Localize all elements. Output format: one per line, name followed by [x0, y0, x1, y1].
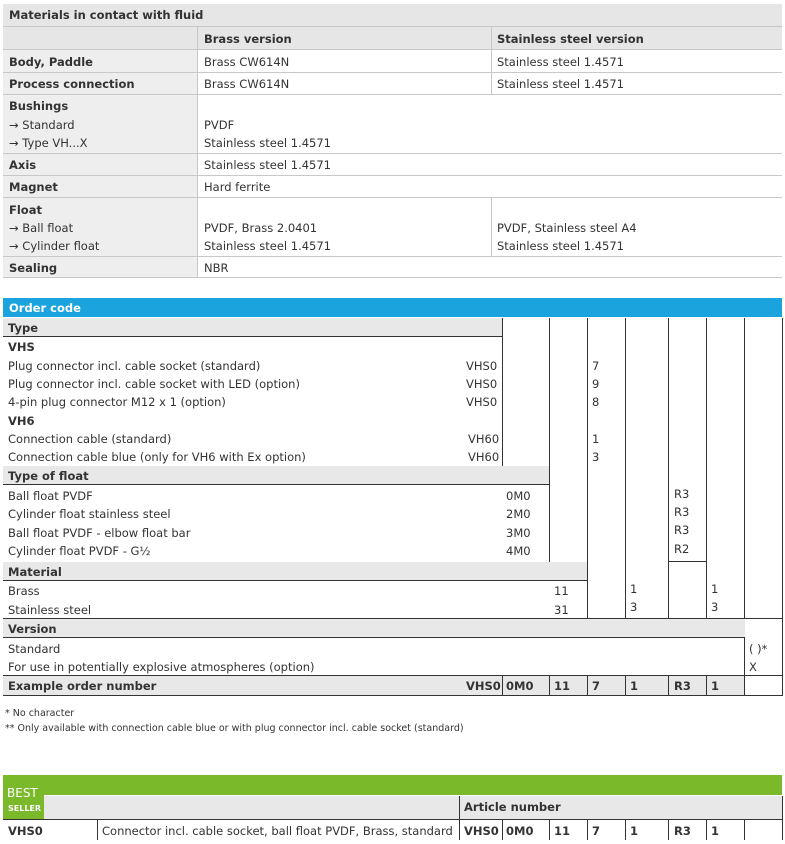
bestseller-code: 11 [554, 824, 571, 838]
bestseller-bar [3, 775, 782, 795]
material-item-code: 31 [554, 603, 569, 617]
row-bushings-sub-2: → Type VH...X [9, 136, 88, 150]
header-steel: Stainless steel version [497, 32, 644, 46]
materials-title: Materials in contact with fluid [9, 8, 204, 22]
material-item-code: 11 [554, 584, 569, 598]
article-number-label: Article number [464, 800, 561, 814]
vhs-item-digit: 8 [592, 395, 600, 409]
row-bushings-brass-1: PVDF [204, 118, 235, 132]
float-item-text: Ball float PVDF [8, 489, 93, 503]
vhs-item-digit: 9 [592, 377, 600, 391]
vhs-item-text: Plug connector incl. cable socket with LED (option) [8, 377, 300, 391]
float-item-code: 0M0 [506, 489, 531, 503]
footnote: * No character [5, 708, 75, 719]
row-body-label: Body, Paddle [9, 55, 93, 69]
row-float-steel-2: Stainless steel 1.4571 [497, 239, 624, 253]
material-item-a: 1 [630, 582, 638, 596]
example-label: Example order number [8, 679, 157, 693]
vh6-item-text: Connection cable (standard) [8, 432, 172, 446]
bestseller-code: 7 [592, 824, 601, 838]
bestseller-type: VHS0 [8, 824, 43, 838]
material-item-a: 3 [630, 600, 638, 614]
float-item-text: Cylinder float PVDF - G½ [8, 544, 151, 558]
float-item-r: R3 [674, 523, 690, 537]
type-heading: Type [8, 321, 39, 335]
bestseller-code: R3 [674, 824, 691, 838]
float-item-code: 4M0 [506, 544, 531, 558]
row-bushings-brass-2: Stainless steel 1.4571 [204, 136, 331, 150]
example-code: VHS0 [466, 679, 501, 693]
footnote: ** Only available with connection cable blue or with plug connector incl. cable socket (standard) [5, 723, 464, 734]
vhs-item-text: Plug connector incl. cable socket (standard) [8, 359, 261, 373]
vh6-item-digit: 1 [592, 432, 600, 446]
row-float-sub-2: → Cylinder float [9, 239, 100, 253]
vhs-item-code: VHS0 [466, 395, 498, 409]
row-process-label: Process connection [9, 77, 135, 91]
material-item-b: 3 [711, 600, 719, 614]
row-body-steel: Stainless steel 1.4571 [497, 55, 624, 69]
bestseller-code: 0M0 [506, 824, 534, 838]
header-brass: Brass version [204, 32, 292, 46]
material-heading: Material [8, 565, 62, 579]
row-float-steel-1: PVDF, Stainless steel A4 [497, 221, 637, 235]
vhs-item-code: VHS0 [466, 359, 498, 373]
row-axis-label: Axis [9, 158, 37, 172]
order-code-title: Order code [9, 301, 81, 315]
row-sealing-brass: NBR [204, 261, 229, 275]
float-item-text: Ball float PVDF - elbow float bar [8, 526, 191, 540]
version-item-text: Standard [8, 642, 61, 656]
vh6-item-text: Connection cable blue (only for VH6 with Ex option) [8, 450, 306, 464]
row-bushings-label: Bushings [9, 99, 69, 113]
row-sealing-label: Sealing [9, 261, 58, 275]
float-item-code: 2M0 [506, 507, 531, 521]
row-float-sub-1: → Ball float [9, 221, 74, 235]
row-float-brass-1: PVDF, Brass 2.0401 [204, 221, 318, 235]
row-magnet-label: Magnet [9, 180, 58, 194]
vhs-heading: VHS [8, 340, 35, 354]
vhs-item-digit: 7 [592, 359, 600, 373]
example-code: 0M0 [506, 679, 534, 693]
float-heading: Type of float [8, 469, 89, 483]
vh6-item-code: VH60 [468, 450, 500, 464]
bestseller-desc: Connector incl. cable socket, ball float PVDF, Brass, standard [102, 824, 453, 838]
float-item-r: R3 [674, 487, 690, 501]
example-code: 1 [711, 679, 720, 693]
row-bushings-sub-1: → Standard [9, 118, 75, 132]
version-item-code: ( )* [749, 642, 768, 656]
bestseller-code: VHS0 [464, 824, 499, 838]
row-float-label: Float [9, 203, 42, 217]
vhs-item-code: VHS0 [466, 377, 498, 391]
version-heading: Version [8, 622, 57, 636]
float-item-code: 3M0 [506, 526, 531, 540]
vhs-item-text: 4-pin plug connector M12 x 1 (option) [8, 395, 226, 409]
row-magnet-brass: Hard ferrite [204, 180, 271, 194]
bestseller-code: 1 [711, 824, 720, 838]
float-item-text: Cylinder float stainless steel [8, 507, 171, 521]
example-code: 7 [592, 679, 601, 693]
materials-header-row [3, 27, 782, 50]
row-axis-brass: Stainless steel 1.4571 [204, 158, 331, 172]
vh6-item-digit: 3 [592, 450, 600, 464]
version-item-text: For use in potentially explosive atmospheres (option) [8, 660, 315, 674]
example-code: 11 [554, 679, 571, 693]
row-float-brass-2: Stainless steel 1.4571 [204, 239, 331, 253]
row-process-brass: Brass CW614N [204, 77, 290, 91]
vh6-heading: VH6 [8, 414, 35, 428]
material-item-text: Brass [8, 584, 40, 598]
example-code: 1 [630, 679, 639, 693]
row-body-brass: Brass CW614N [204, 55, 290, 69]
order-code-bar [3, 298, 782, 317]
vh6-item-code: VH60 [468, 432, 500, 446]
float-item-r: R3 [674, 505, 690, 519]
bestseller-code: 1 [630, 824, 639, 838]
float-item-r: R2 [674, 542, 690, 556]
row-process-steel: Stainless steel 1.4571 [497, 77, 624, 91]
example-code: R3 [674, 679, 691, 693]
material-item-b: 1 [711, 582, 719, 596]
badge-top: BEST [7, 786, 38, 800]
material-item-text: Stainless steel [8, 603, 92, 617]
badge-bottom: SELLER [8, 804, 42, 813]
version-item-code: X [749, 660, 757, 674]
